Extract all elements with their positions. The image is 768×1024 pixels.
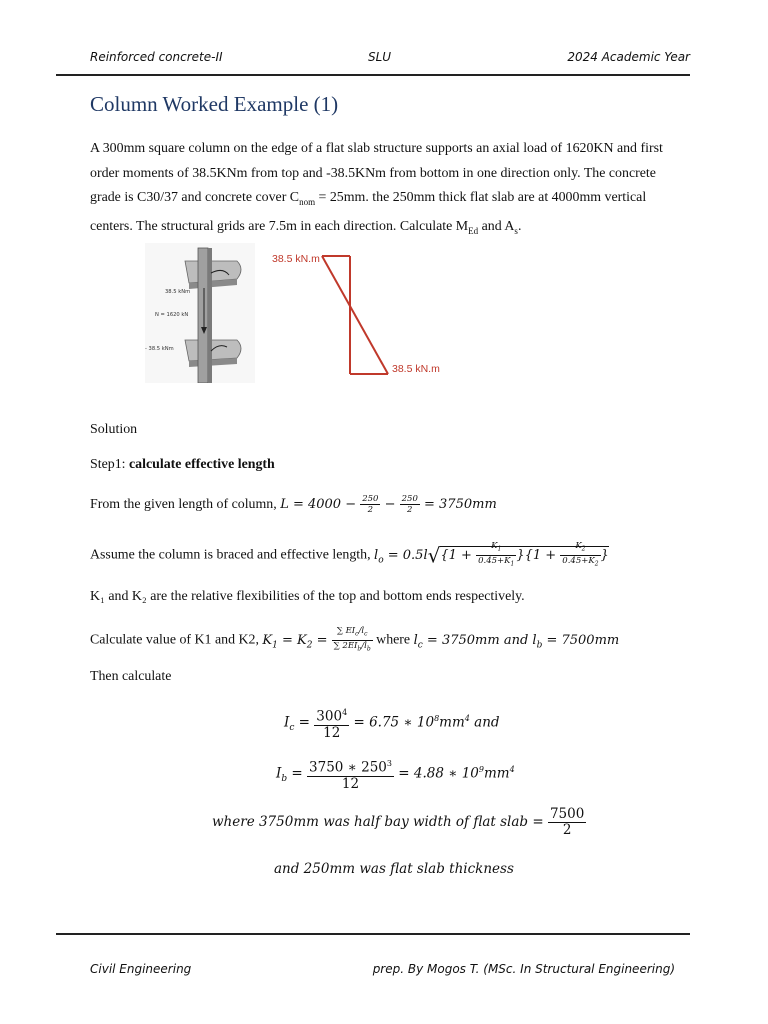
effective-length-line bbox=[90, 541, 609, 569]
problem-sub-s: s bbox=[514, 225, 518, 236]
footer-left: Civil Engineering bbox=[90, 962, 192, 976]
bending-moment-diagram bbox=[262, 248, 442, 380]
ib-equation: $I_b$ = $\frac{3750 ∗ 250^3}{12}$ = 4.88 ∗ $10^9mm^4$ bbox=[276, 756, 515, 792]
step1-prefix: Step1: bbox=[90, 457, 129, 472]
k-explanation: K₁ and K₂ are the relative flexibilities of the top and bottom ends respectively. bbox=[90, 589, 525, 604]
bmd-top-label: 38.5 kN.m bbox=[272, 253, 320, 265]
then-calculate: Then calculate bbox=[90, 669, 172, 684]
thickness-line: and 250mm was flat slab thickness bbox=[274, 861, 514, 877]
k-equation: $K_1 = K_2$ = $\frac{\sum EI_c/l_c}{\sum 2EI_b/l_b}$ bbox=[262, 626, 371, 653]
effective-length-equation: $l_o = 0.5l√\{1$ + $\frac{K_1}{0.45+K_1}$ }{1 + $\frac{K_2}{0.45+K_2}$ } bbox=[374, 541, 609, 568]
header-right: 2024 Academic Year bbox=[567, 50, 690, 64]
bmd-bottom-label: 38.5 kN.m bbox=[392, 363, 440, 375]
footer-right: prep. By Mogos T. (MSc. In Structural Engineering) bbox=[372, 962, 675, 976]
fig-label-top: 38.5 kNm bbox=[165, 289, 191, 295]
length-line bbox=[90, 494, 497, 515]
column-figure bbox=[145, 243, 255, 383]
step1-title: calculate effective length bbox=[128, 457, 275, 472]
length-intro: From the given length of column, bbox=[90, 497, 281, 512]
fig-label-bottom: - 38.5 kNm bbox=[145, 346, 174, 352]
page-title: Column Worked Example (1) bbox=[90, 92, 339, 116]
length-equation: L = 4000 − $\frac{250}{2}$ − $\frac{250}{2}$ = 3750mm bbox=[280, 494, 497, 515]
solution-heading: Solution bbox=[90, 422, 138, 437]
problem-text-4: . bbox=[517, 218, 522, 234]
header-left: Reinforced concrete-II bbox=[90, 50, 223, 64]
halfbay-text: where 3750mm was half bay width of flat slab = bbox=[212, 814, 548, 830]
problem-sub-ed: Ed bbox=[468, 225, 479, 236]
header-center: SLU bbox=[368, 50, 392, 64]
calc-k-intro: Calculate value of K1 and K2, bbox=[90, 632, 263, 648]
footer-rule bbox=[56, 933, 690, 935]
braced-intro: Assume the column is braced and effective length, bbox=[90, 547, 375, 563]
problem-sub-nom: nom bbox=[299, 196, 316, 207]
step1-heading bbox=[90, 457, 275, 473]
header-rule bbox=[56, 74, 690, 76]
problem-text-2: = 25mm. the 250mm thick flat slab are at 4000mm vertical centers. The structural grids are 7.5m in each direction. Calculate M bbox=[90, 190, 647, 234]
halfbay-line: where 3750mm was half bay width of flat slab = $\frac{7500}{2}$ bbox=[212, 806, 585, 838]
where-text: where bbox=[372, 632, 414, 648]
k-calc-line bbox=[90, 626, 619, 654]
problem-text-1: A 300mm square column on the edge of a flat slab structure supports an axial load of 1620KN and first order moments of 38.5KNm from top and -38.5KNm from bottom in one direction only. The concrete grade is C30/37 and concrete cover C bbox=[90, 141, 663, 206]
lengths-equation: $l_c = 3750mm$ and $l_b = 7500mm$ bbox=[413, 632, 620, 651]
problem-text-3: and A bbox=[478, 218, 515, 234]
ic-equation: $I_c$ = $\frac{300^4}{12}$ = 6.75 ∗ $10^8mm^4$ and bbox=[284, 705, 500, 741]
page-header bbox=[90, 50, 690, 66]
problem-statement bbox=[90, 137, 680, 243]
fig-label-axial: N = 1620 kN bbox=[155, 312, 189, 318]
